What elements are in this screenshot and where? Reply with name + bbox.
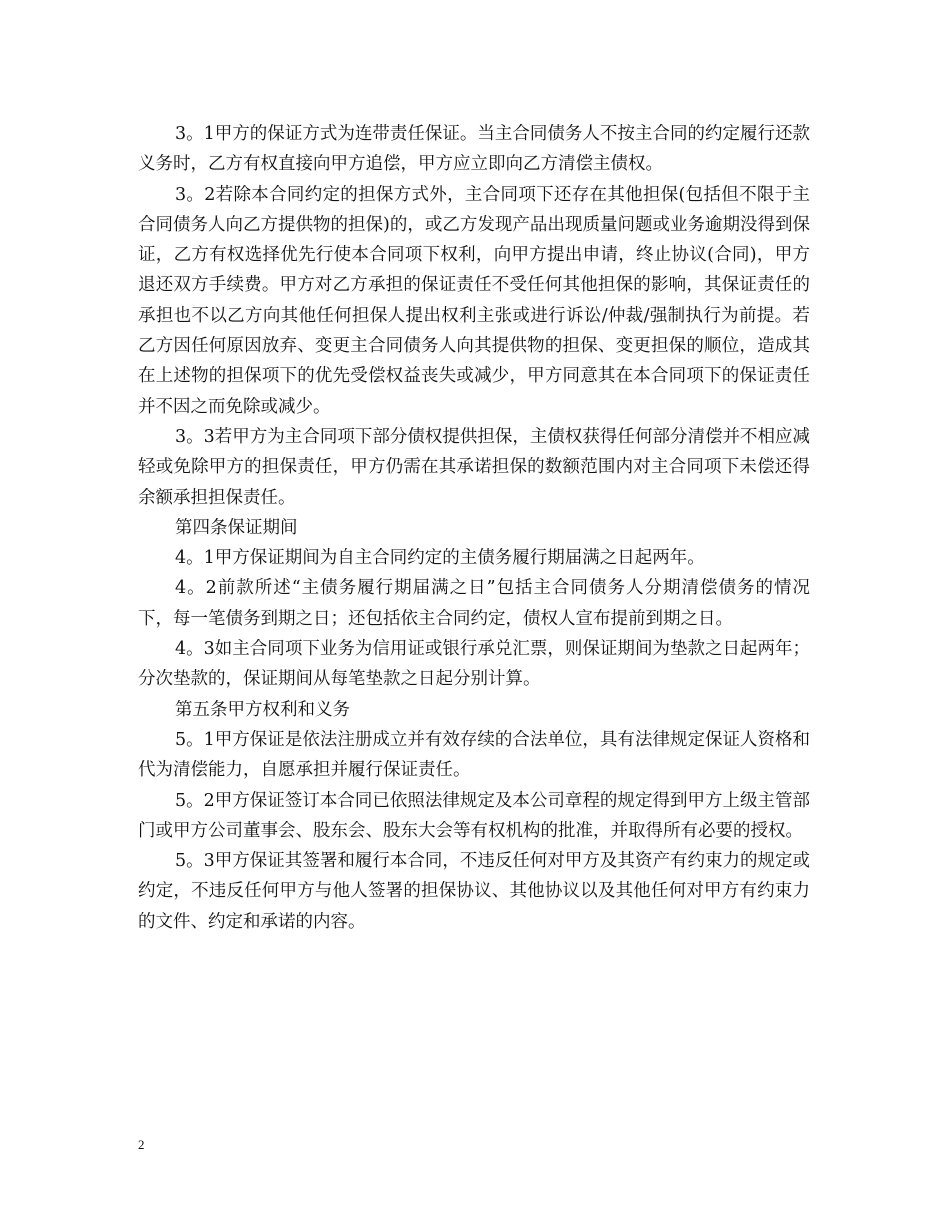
section-heading-article-4: 第四条保证期间 <box>175 517 298 538</box>
paragraph-5-1: 5。1甲方保证是依法注册成立并有效存续的合法单位，具有法律规定保证人资格和代为清偿能力，自愿承担并履行保证责任。 <box>138 729 810 781</box>
paragraph-4-2: 4。2前款所述“主债务履行期届满之日”包括主合同债务人分期清偿债务的情况下，每一笔债务到期之日；还包括依主合同约定，债权人宣布提前到期之日。 <box>138 578 810 629</box>
paragraph-5-3: 5。3甲方保证其签署和履行本合同，不违反任何对甲方及其资产有约束力的规定或约定，不违反任何甲方与他人签署的担保协议、其他协议以及其他任何对甲方有约束力的文件、约定和承诺的内容。 <box>138 851 810 932</box>
paragraph-3-3: 3。3若甲方为主合同项下部分债权提供担保，主债权获得任何部分清偿并不相应减轻或免除甲方的担保责任，甲方仍需在其承诺担保的数额范围内对主合同项下未偿还得余额承担担保责任。 <box>138 426 810 508</box>
paragraph-4-1: 4。1甲方保证期间为自主合同约定的主债务履行期届满之日起两年。 <box>175 548 705 569</box>
paragraph-3-1: 3。1甲方的保证方式为连带责任保证。当主合同债务人不按主合同的约定履行还款义务时，乙方有权直接向甲方追偿，甲方应立即向乙方清偿主债权。 <box>138 124 810 175</box>
page-number: 2 <box>138 1137 145 1152</box>
paragraph-4-3: 4。3如主合同项下业务为信用证或银行承兑汇票，则保证期间为垫款之日起两年；分次垫款的，保证期间从每笔垫款之日起分别计算。 <box>138 639 810 690</box>
document-body <box>138 119 810 937</box>
paragraph-5-2: 5。2甲方保证签订本合同已依照法律规定及本公司章程的规定得到甲方上级主管部门或甲方公司董事会、股东会、股东大会等有权机构的批准，并取得所有必要的授权。 <box>138 790 810 841</box>
paragraph-3-2: 3。2若除本合同约定的担保方式外，主合同项下还存在其他担保(包括但不限于主合同债务人向乙方提供物的担保)的，或乙方发现产品出现质量问题或业务逾期没得到保证，乙方有权选择优先行使本合同项下权利，向甲方提出申请，终止协议(合同)，甲方退还双方手续费。甲方对乙方承担的保证责任不受任何其他担保的影响，其保证责任的承担也不以乙方向其他任何担保人提出权利主张或进行诉讼/仲裁/强制执行为前提。若乙方因任何原因放弃、变更主合同债务人向其提供物的担保、变更担保的顺位，造成其在上述物的担保项下的优先受偿权益丧失或减少，甲方同意其在本合同项下的保证责任并不因之而免除或减少。 <box>138 184 810 417</box>
section-heading-article-5: 第五条甲方权利和义务 <box>175 699 350 720</box>
